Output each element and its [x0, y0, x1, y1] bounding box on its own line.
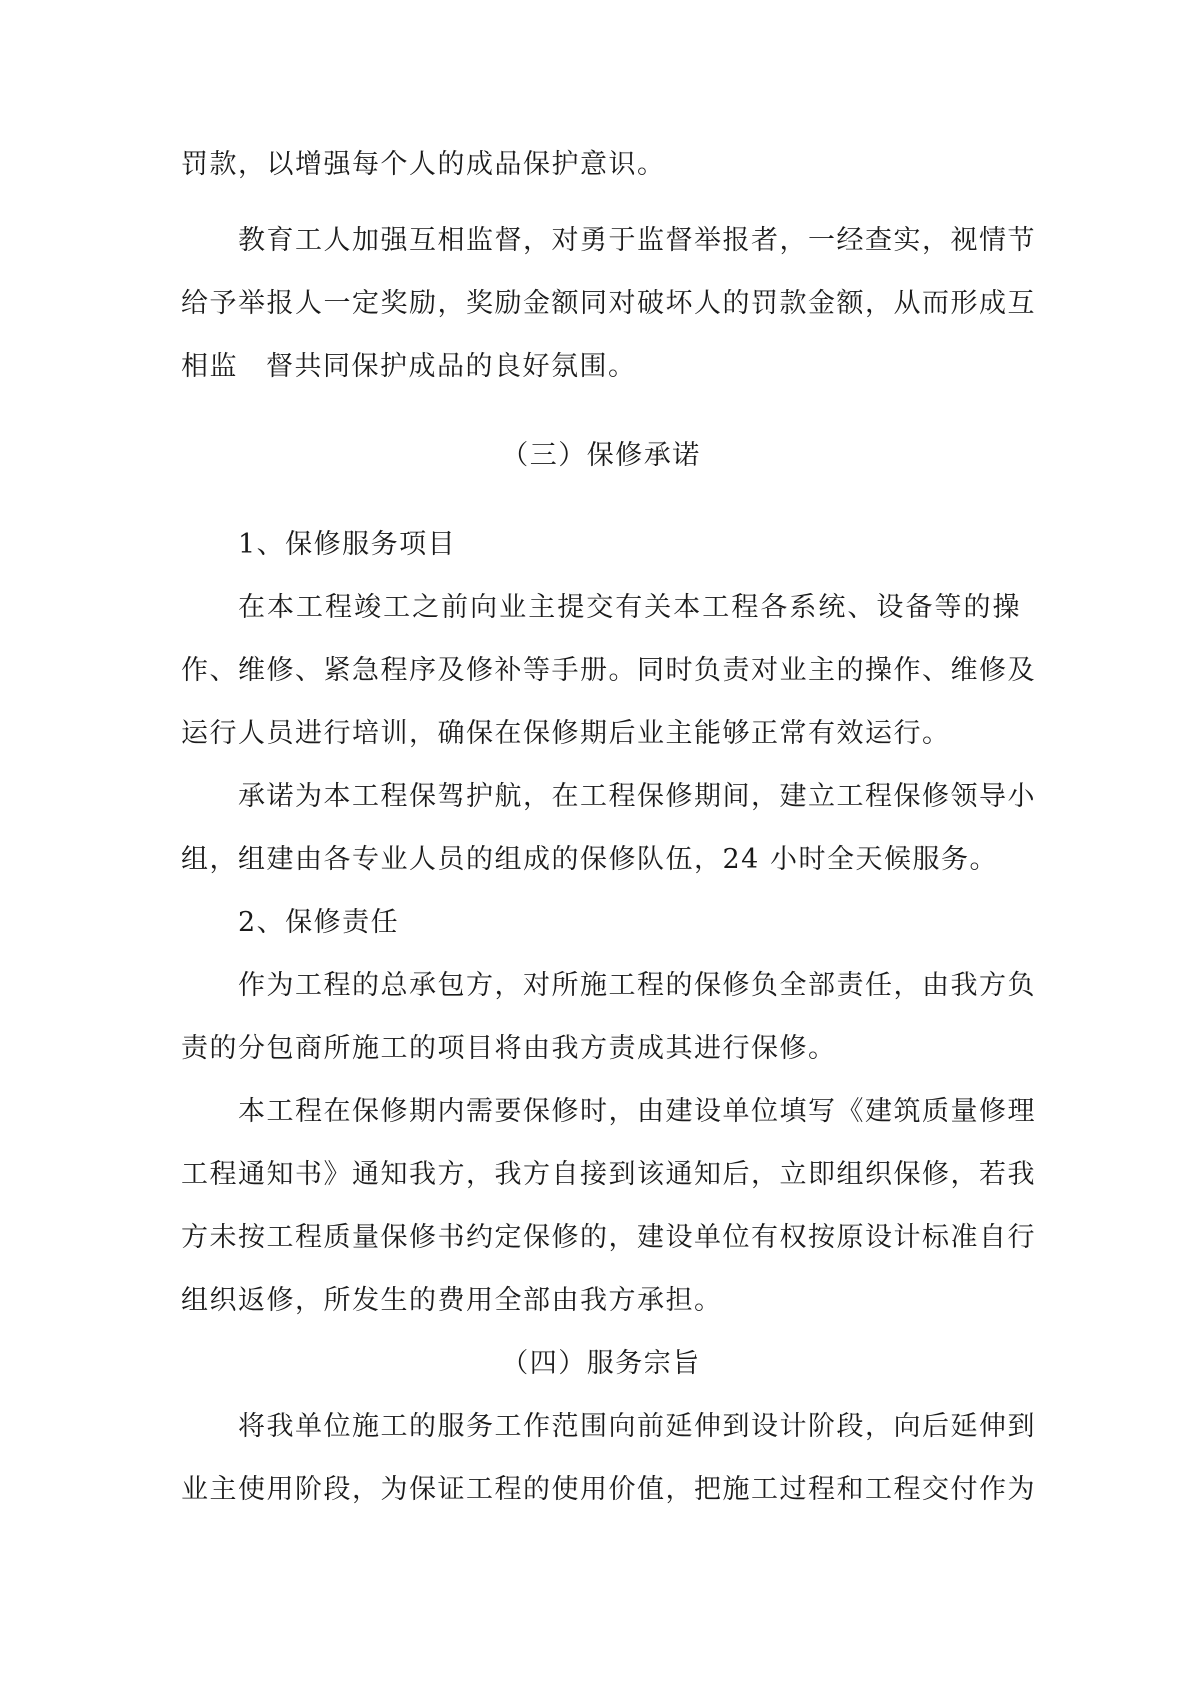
- section-heading: （三）保修承诺: [501, 440, 701, 471]
- paragraph-line: 作为工程的总承包方，对所施工程的保修负全部责任，由我方负: [238, 970, 1036, 1001]
- subsection-heading: 1、保修服务项目: [238, 529, 457, 560]
- paragraph-line: 方未按工程质量保修书约定保修的，建设单位有权按原设计标准自行: [181, 1222, 1036, 1253]
- paragraph-line: 工程通知书》通知我方，我方自接到该通知后，立即组织保修，若我: [181, 1159, 1036, 1190]
- paragraph-line: 承诺为本工程保驾护航，在工程保修期间，建立工程保修领导小: [238, 781, 1036, 812]
- text-fragment: 督共同保护成品的良好氛围。: [266, 351, 637, 382]
- paragraph-line: [181, 347, 1021, 387]
- paragraph-line: 业主使用阶段，为保证工程的使用价值，把施工过程和工程交付作为: [181, 1474, 1036, 1505]
- paragraph-line: 教育工人加强互相监督，对勇于监督举报者，一经查实，视情节: [238, 225, 1036, 256]
- section-heading: （四）服务宗旨: [501, 1348, 701, 1379]
- paragraph-line: 责的分包商所施工的项目将由我方责成其进行保修。: [181, 1033, 837, 1064]
- paragraph-line: 罚款，以增强每个人的成品保护意识。: [181, 149, 666, 180]
- subsection-heading: 2、保修责任: [238, 907, 400, 938]
- paragraph-line: 给予举报人一定奖励，奖励金额同对破坏人的罚款金额，从而形成互: [181, 288, 1036, 319]
- paragraph-line: 组，组建由各专业人员的组成的保修队伍，24 小时全天候服务。: [181, 844, 998, 875]
- paragraph-line: 运行人员进行培训，确保在保修期后业主能够正常有效运行。: [181, 718, 951, 749]
- paragraph-line: 本工程在保修期内需要保修时，由建设单位填写《建筑质量修理: [238, 1096, 1036, 1127]
- text-fragment: 相监: [181, 351, 238, 382]
- paragraph-line: 在本工程竣工之前向业主提交有关本工程各系统、设备等的操: [238, 592, 1021, 623]
- paragraph-line: 作、维修、紧急程序及修补等手册。同时负责对业主的操作、维修及: [181, 655, 1036, 686]
- paragraph-line: 将我单位施工的服务工作范围向前延伸到设计阶段，向后延伸到: [238, 1411, 1036, 1442]
- paragraph-line: 组织返修，所发生的费用全部由我方承担。: [181, 1285, 723, 1316]
